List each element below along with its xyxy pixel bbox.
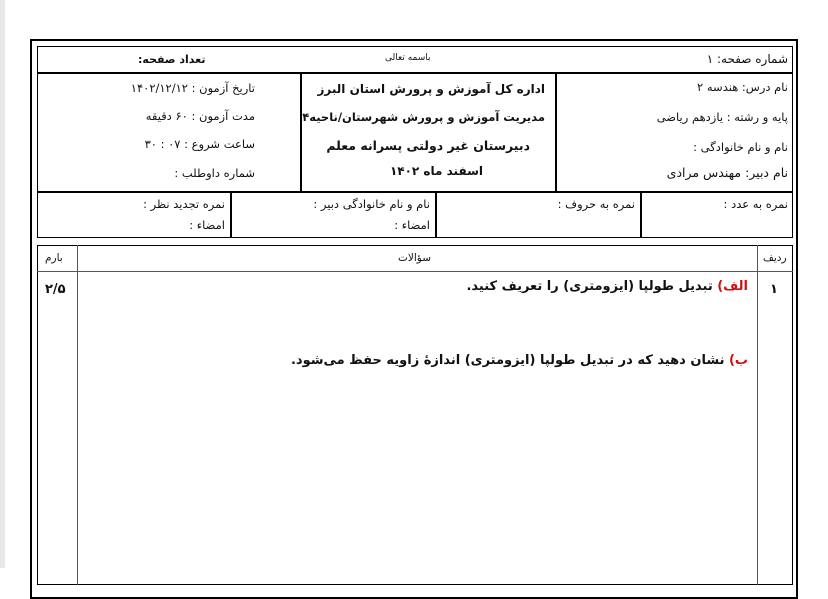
col-questions-header: سؤالات [398, 252, 432, 264]
page-number: شماره صفحه: ۱ [706, 52, 788, 66]
col-score-header: بارم [45, 252, 63, 264]
col-row-header: ردیف [763, 252, 787, 264]
question-number: ۱ [770, 282, 778, 297]
part-b-label: ب) [728, 353, 748, 368]
revised-grade: نمره تجدید نظر : [143, 197, 225, 211]
org-line1: اداره کل آموزش و پرورش استان البرز [317, 82, 545, 96]
grade-field: پایه و رشته : یازدهم ریاضی [656, 110, 788, 124]
student-name: نام و نام خانوادگی : [693, 140, 788, 154]
question-score: ۲/۵ [45, 282, 66, 297]
revised-signature: امضاء : [189, 218, 225, 232]
teacher-fullname: نام و نام خانوادگی دبیر : [313, 197, 430, 211]
exam-date: تاریخ آزمون : ۱۴۰۲/۱۲/۱۲ [130, 81, 255, 95]
page-edge [0, 0, 5, 568]
teacher-name: نام دبیر: مهندس مرادی [666, 165, 788, 180]
part-b-text: نشان دهید که در تبدیل طولپا (ایزومتری) اندازهٔ زاویه حفظ می‌شود. [290, 353, 729, 368]
part-a-label: الف) [717, 279, 748, 294]
grade-words: نمره به حروف : [557, 197, 635, 211]
start-time: ساعت شروع : ۰۷ : ۳۰ [144, 137, 255, 151]
exam-month: اسفند ماه ۱۴۰۲ [389, 164, 483, 178]
course-name: نام درس: هندسه ۲ [697, 80, 788, 94]
questions-table [37, 245, 793, 585]
page-count: تعداد صفحه: [138, 53, 206, 66]
teacher-signature: امضاء : [394, 218, 430, 232]
exam-duration: مدت آزمون : ۶۰ دقیقه [145, 109, 255, 123]
org-line2: مدیریت آموزش و پرورش شهرستان/ناحیه۴ [302, 110, 545, 124]
grade-numeric: نمره به عدد : [723, 197, 788, 211]
question-part-a [466, 279, 748, 294]
basmala: باسمه تعالی [385, 53, 431, 63]
school-name: دبیرستان غیر دولتی پسرانه معلم [326, 138, 530, 153]
candidate-number: شماره داوطلب : [174, 166, 255, 180]
question-part-b [291, 353, 748, 368]
part-a-text: تبدیل طولپا (ایزومتری) را تعریف کنید. [466, 279, 718, 294]
